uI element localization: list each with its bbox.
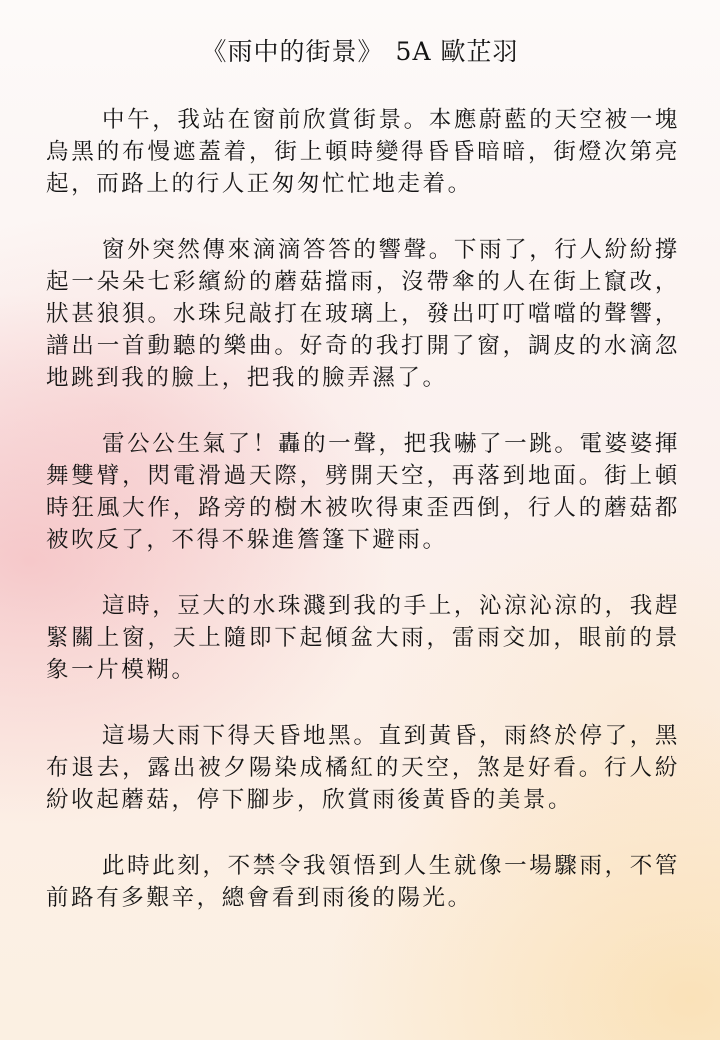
paragraph-4: 這時，豆大的水珠濺到我的手上，沁涼沁涼的，我趕緊關上窗，天上隨即下起傾盆大雨，雷雨交加，眼前的景象一片模糊。 xyxy=(46,593,680,683)
author-line: 5A 歐芷羽 xyxy=(395,37,519,66)
paragraph-6: 此時此刻，不禁令我領悟到人生就像一場驟雨，不管前路有多艱辛，總會看到雨後的陽光。 xyxy=(46,853,680,911)
essay-body xyxy=(46,104,680,948)
paragraph-5: 這場大雨下得天昏地黑。直到黃昏，雨終於停了，黑布退去，露出被夕陽染成橘紅的天空，煞是好看。行人紛紛收起蘑菇，停下腳步，欣賞雨後黃昏的美景。 xyxy=(46,723,680,813)
essay-title xyxy=(0,34,720,70)
essay-title-text: 《雨中的街景》 xyxy=(201,37,384,66)
paragraph-3: 雷公公生氣了！轟的一聲，把我嚇了一跳。電婆婆揮舞雙臂，閃電滑過天際，劈開天空，再落到地面。街上頓時狂風大作，路旁的樹木被吹得東歪西倒，行人的蘑菇都被吹反了，不得不躲進簷篷下避雨。 xyxy=(46,431,680,553)
paragraph-1: 中午，我站在窗前欣賞街景。本應蔚藍的天空被一塊烏黑的布慢遮蓋着，街上頓時變得昏昏暗暗，街燈次第亮起，而路上的行人正匆匆忙忙地走着。 xyxy=(46,107,680,197)
paragraph-2: 窗外突然傳來滴滴答答的響聲。下雨了，行人紛紛撐起一朵朵七彩繽紛的蘑菇擋雨，沒帶傘的人在街上竄改，狀甚狼狽。水珠兒敲打在玻璃上，發出叮叮噹噹的聲響，譜出一首動聽的樂曲。好奇的我打開了窗，調皮的水滴忽地跳到我的臉上，把我的臉弄濕了。 xyxy=(46,237,680,391)
